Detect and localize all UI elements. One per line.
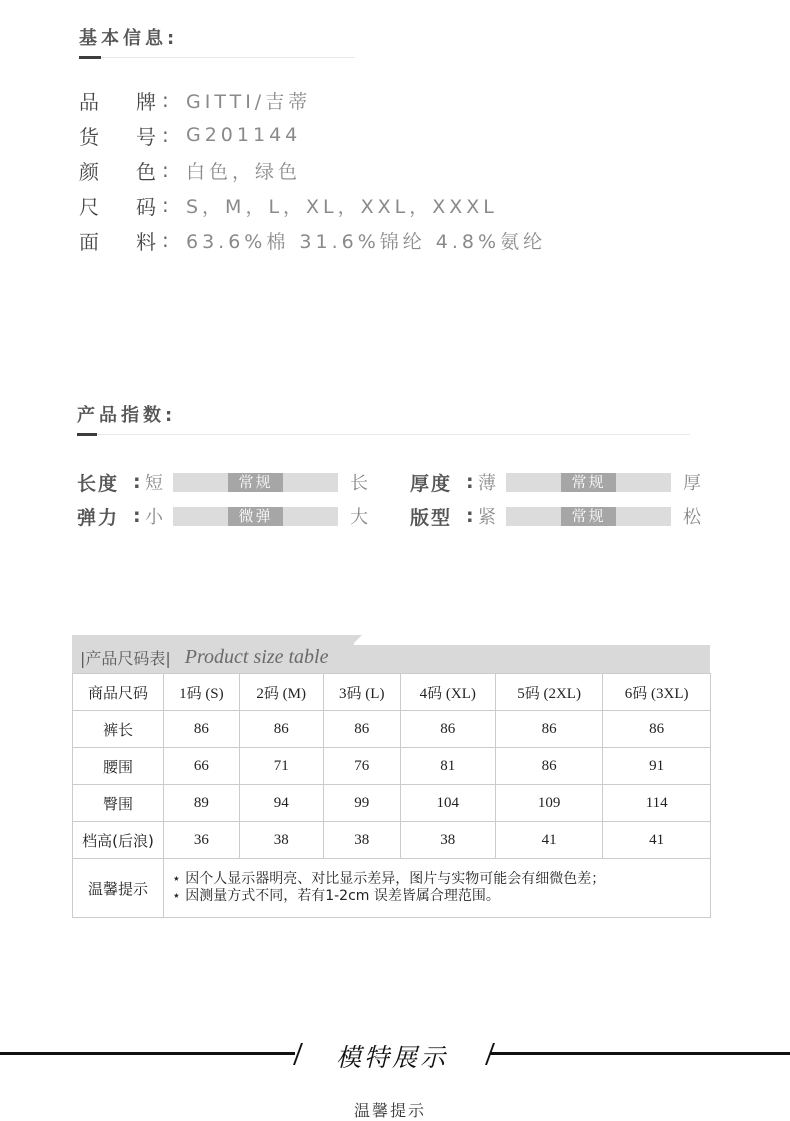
index-colon: : [466, 471, 474, 493]
table-header-cell: 3码 (L) [323, 674, 400, 711]
index-value-marker: 微弹 [228, 507, 283, 526]
note-line: ⋆ 因个人显示器明亮、对比显示差异，图片与实物可能会有细微色差； [172, 871, 606, 887]
table-row-label: 裤长 [73, 711, 164, 748]
table-cell: 86 [495, 748, 603, 785]
index-max-label: 松 [683, 507, 701, 528]
table-header-cell: 5码 (2XL) [495, 674, 603, 711]
index-colon: : [133, 471, 141, 493]
table-cell: 94 [239, 785, 323, 822]
model-section-title: 模特展示 [336, 1043, 449, 1072]
table-cell: 38 [400, 822, 495, 859]
index-max-label: 长 [350, 473, 368, 494]
index-min-label: 短 [145, 473, 163, 494]
index-label: 弹力 [77, 506, 120, 529]
table-cell: 91 [603, 748, 711, 785]
table-row-label: 档高(后浪) [73, 822, 164, 859]
size-table-title-cn: |产品尺码表| [80, 648, 171, 668]
info-row-fabric [79, 225, 546, 255]
table-header-row [73, 674, 711, 711]
next-section-heading: 温馨提示 [354, 1101, 427, 1120]
product-index-divider [77, 434, 690, 435]
table-header-cell: 6码 (3XL) [603, 674, 711, 711]
index-scale-bar [506, 473, 671, 492]
info-colon: : [162, 88, 169, 112]
table-cell: 114 [603, 785, 711, 822]
info-key: 颜 [79, 159, 99, 184]
info-value: 白色，绿色 [186, 160, 302, 183]
info-value: G201144 [186, 124, 302, 146]
index-value-marker: 常规 [561, 473, 616, 492]
index-scale-bar [173, 473, 338, 492]
size-table-tab-corner [352, 635, 362, 645]
table-note-content [164, 859, 711, 918]
size-table-title-en: Product size table [184, 645, 329, 668]
table-cell: 71 [239, 748, 323, 785]
info-row-item-no [79, 120, 301, 150]
index-value-marker: 常规 [228, 473, 283, 492]
index-value-marker: 常规 [561, 507, 616, 526]
info-key: 料 [136, 229, 156, 254]
basic-info-divider [79, 57, 355, 58]
info-key: 品 [79, 89, 99, 114]
index-min-label: 紧 [478, 507, 496, 528]
table-row [73, 748, 711, 785]
info-value: GITTI/吉蒂 [186, 90, 312, 113]
index-max-label: 厚 [683, 473, 701, 494]
table-cell: 38 [323, 822, 400, 859]
table-row-label: 腰围 [73, 748, 164, 785]
table-cell: 41 [495, 822, 603, 859]
info-key: 牌 [136, 89, 156, 114]
info-row-color [79, 155, 301, 185]
index-min-label: 小 [145, 507, 163, 528]
table-cell: 38 [239, 822, 323, 859]
table-header-cell: 2码 (M) [239, 674, 323, 711]
info-value: S，M，L，XL，XXL，XXXL [186, 195, 498, 218]
info-colon: : [162, 158, 169, 182]
info-key: 面 [79, 229, 99, 254]
table-note-row [73, 859, 711, 918]
table-cell: 81 [400, 748, 495, 785]
table-cell: 104 [400, 785, 495, 822]
size-table-title [80, 644, 328, 670]
table-cell: 89 [164, 785, 240, 822]
info-colon: : [162, 123, 169, 147]
info-row-size [79, 190, 498, 220]
table-cell: 86 [164, 711, 240, 748]
table-header-cell: 4码 (XL) [400, 674, 495, 711]
table-row-label: 臀围 [73, 785, 164, 822]
info-row-brand [79, 85, 311, 115]
table-cell: 99 [323, 785, 400, 822]
index-fit [410, 504, 701, 528]
index-label: 长度 [77, 472, 120, 495]
model-divider-left [0, 1052, 295, 1055]
index-colon: : [133, 505, 141, 527]
index-max-label: 大 [350, 507, 368, 528]
index-elasticity [77, 504, 368, 528]
index-length [77, 470, 368, 494]
index-scale-bar [506, 507, 671, 526]
table-cell: 36 [164, 822, 240, 859]
table-cell: 66 [164, 748, 240, 785]
info-key: 号 [136, 124, 156, 149]
info-key: 码 [136, 194, 156, 219]
info-colon: : [162, 193, 169, 217]
table-header-cell: 商品尺码 [73, 674, 164, 711]
table-row [73, 711, 711, 748]
table-cell: 41 [603, 822, 711, 859]
table-note-label: 温馨提示 [73, 859, 164, 918]
table-row [73, 785, 711, 822]
table-cell: 86 [323, 711, 400, 748]
table-cell: 86 [495, 711, 603, 748]
table-cell: 86 [603, 711, 711, 748]
index-thickness [410, 470, 701, 494]
table-row [73, 822, 711, 859]
info-key: 货 [79, 124, 99, 149]
info-key: 尺 [79, 194, 99, 219]
index-label: 版型 [410, 506, 453, 529]
model-divider-right [490, 1052, 790, 1055]
note-line: ⋆ 因测量方式不同，若有1-2cm 误差皆属合理范围。 [172, 888, 500, 904]
table-header-cell: 1码 (S) [164, 674, 240, 711]
table-cell: 86 [400, 711, 495, 748]
index-colon: : [466, 505, 474, 527]
table-cell: 76 [323, 748, 400, 785]
size-table [72, 673, 711, 918]
product-index-title: 产品指数: [77, 405, 177, 426]
index-min-label: 薄 [478, 473, 496, 494]
product-index-divider-mark [77, 433, 97, 436]
table-cell: 86 [239, 711, 323, 748]
basic-info-title: 基本信息: [79, 28, 179, 49]
table-cell: 109 [495, 785, 603, 822]
info-key: 色 [136, 159, 156, 184]
basic-info-divider-mark [79, 56, 101, 59]
index-scale-bar [173, 507, 338, 526]
info-colon: : [162, 228, 169, 252]
index-label: 厚度 [410, 472, 453, 495]
info-value: 63.6%棉 31.6%锦纶 4.8%氨纶 [186, 230, 547, 253]
